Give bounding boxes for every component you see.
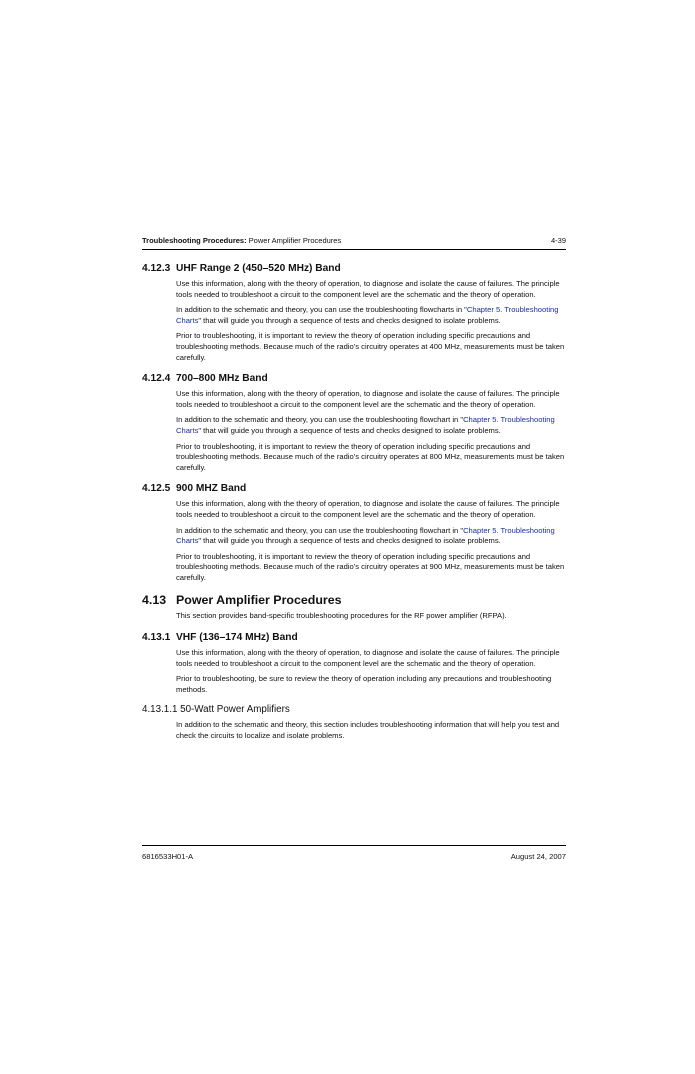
section-number: 4.12.4 bbox=[142, 373, 171, 385]
paragraph-text: " that will guide you through a sequence of tests and checks designed to isolate problems. bbox=[198, 536, 501, 546]
paragraph: Use this information, along with the theory of operation, to diagnose and isolate the cause of failures. The principle tools needed to troubleshoot a circuit to the component level are the schematic and the theory of operation. bbox=[176, 499, 560, 519]
section-title: UHF Range 2 (450–520 MHz) Band bbox=[176, 263, 341, 274]
section-title: Power Amplifier Procedures bbox=[176, 593, 342, 608]
paragraph bbox=[176, 305, 566, 326]
section-heading-4-12-4 bbox=[142, 372, 566, 385]
paragraph bbox=[176, 526, 566, 547]
section-title: 900 MHZ Band bbox=[176, 483, 247, 495]
paragraph: Use this information, along with the theory of operation, to diagnose and isolate the cause of failures. The principle tools needed to troubleshoot a circuit to the component level are the schematic and the theory of operation. bbox=[176, 648, 560, 668]
section-body-4-12-5 bbox=[176, 499, 566, 583]
paragraph bbox=[176, 415, 566, 436]
paragraph-text: In addition to the schematic and theory, you can use the troubleshooting flowchart in " bbox=[176, 415, 464, 425]
paragraph: Prior to troubleshooting, be sure to review the theory of operation including any precautions and troubleshooting methods. bbox=[176, 674, 552, 694]
paragraph-text: In addition to the schematic and theory, you can use the troubleshooting flowcharts in " bbox=[176, 305, 467, 315]
paragraph: Prior to troubleshooting, it is important to review the theory of operation including specific precautions and troubleshooting methods. Because much of the radio’s circuitry operates at 900 MHz, measurements must be taken carefully. bbox=[176, 551, 565, 582]
chapter-5-link[interactable]: Chapter 5. Troubleshooting Charts bbox=[176, 305, 559, 325]
header-page-number: 4-39 bbox=[550, 236, 566, 245]
section-body-4-13 bbox=[176, 611, 566, 622]
header-title bbox=[142, 236, 341, 246]
footer-date: August 24, 2007 bbox=[510, 852, 566, 861]
paragraph: This section provides band-specific troubleshooting procedures for the RF power amplifier (RFPA). bbox=[176, 611, 507, 621]
section-body-4-13-1 bbox=[176, 648, 566, 695]
section-heading-4-13-1 bbox=[142, 631, 566, 644]
section-body-4-12-3 bbox=[176, 279, 566, 363]
chapter-5-link[interactable]: Chapter 5. Troubleshooting Charts bbox=[176, 415, 555, 435]
paragraph: In addition to the schematic and theory, this section includes troubleshooting information that will help you test and check the circuits to localize and isolate problems. bbox=[176, 720, 560, 741]
section-title: 700–800 MHz Band bbox=[176, 373, 268, 385]
header-section-label: Troubleshooting Procedures: bbox=[142, 236, 247, 245]
header-subtitle: Power Amplifier Procedures bbox=[246, 236, 342, 245]
section-heading-4-12-3 bbox=[142, 262, 566, 275]
paragraph: Use this information, along with the theory of operation, to diagnose and isolate the cause of failures. The principle tools needed to troubleshoot a circuit to the component level are the schematic and the theory of operation. bbox=[176, 389, 560, 409]
section-heading-4-13-1-1: 4.13.1.1 50-Watt Power Amplifiers bbox=[142, 704, 290, 716]
paragraph: Prior to troubleshooting, it is important to review the theory of operation including specific precautions and troubleshooting methods. Because much of the radio’s circuitry operates at 400 MHz, measurements must be taken carefully. bbox=[176, 331, 565, 362]
section-heading-4-13 bbox=[142, 593, 566, 608]
section-number: 4.12.5 bbox=[142, 483, 171, 495]
paragraph-text: " that will guide you through a sequence of tests and checks designed to isolate problems. bbox=[198, 315, 501, 325]
running-header bbox=[142, 236, 566, 250]
paragraph-text: In addition to the schematic and theory, you can use the troubleshooting flowchart in " bbox=[176, 525, 464, 535]
section-number: 4.13 bbox=[142, 593, 167, 608]
section-heading-4-12-5 bbox=[142, 482, 566, 495]
section-body-4-13-1-1 bbox=[176, 720, 566, 741]
running-footer bbox=[142, 845, 566, 861]
paragraph-text: " that will guide you through a sequence of tests and checks designed to isolate problems. bbox=[198, 425, 501, 435]
chapter-5-link[interactable]: Chapter 5. Troubleshooting Charts bbox=[176, 525, 555, 546]
section-number: 4.12.3 bbox=[142, 263, 171, 274]
paragraph: Use this information, along with the theory of operation, to diagnose and isolate the cause of failures. The principle tools needed to troubleshoot a circuit to the component level are the schematic and the theory of operation. bbox=[176, 279, 560, 299]
footer-document-number: 6816533H01-A bbox=[142, 852, 194, 861]
section-number: 4.13.1 bbox=[142, 632, 171, 644]
section-body-4-12-4 bbox=[176, 389, 566, 473]
page-content bbox=[142, 236, 566, 742]
section-title: VHF (136–174 MHz) Band bbox=[176, 632, 298, 644]
paragraph: Prior to troubleshooting, it is important to review the theory of operation including specific precautions and troubleshooting methods. Because much of the radio’s circuitry operates at 800 MHz, measurements must be taken carefully. bbox=[176, 441, 565, 472]
